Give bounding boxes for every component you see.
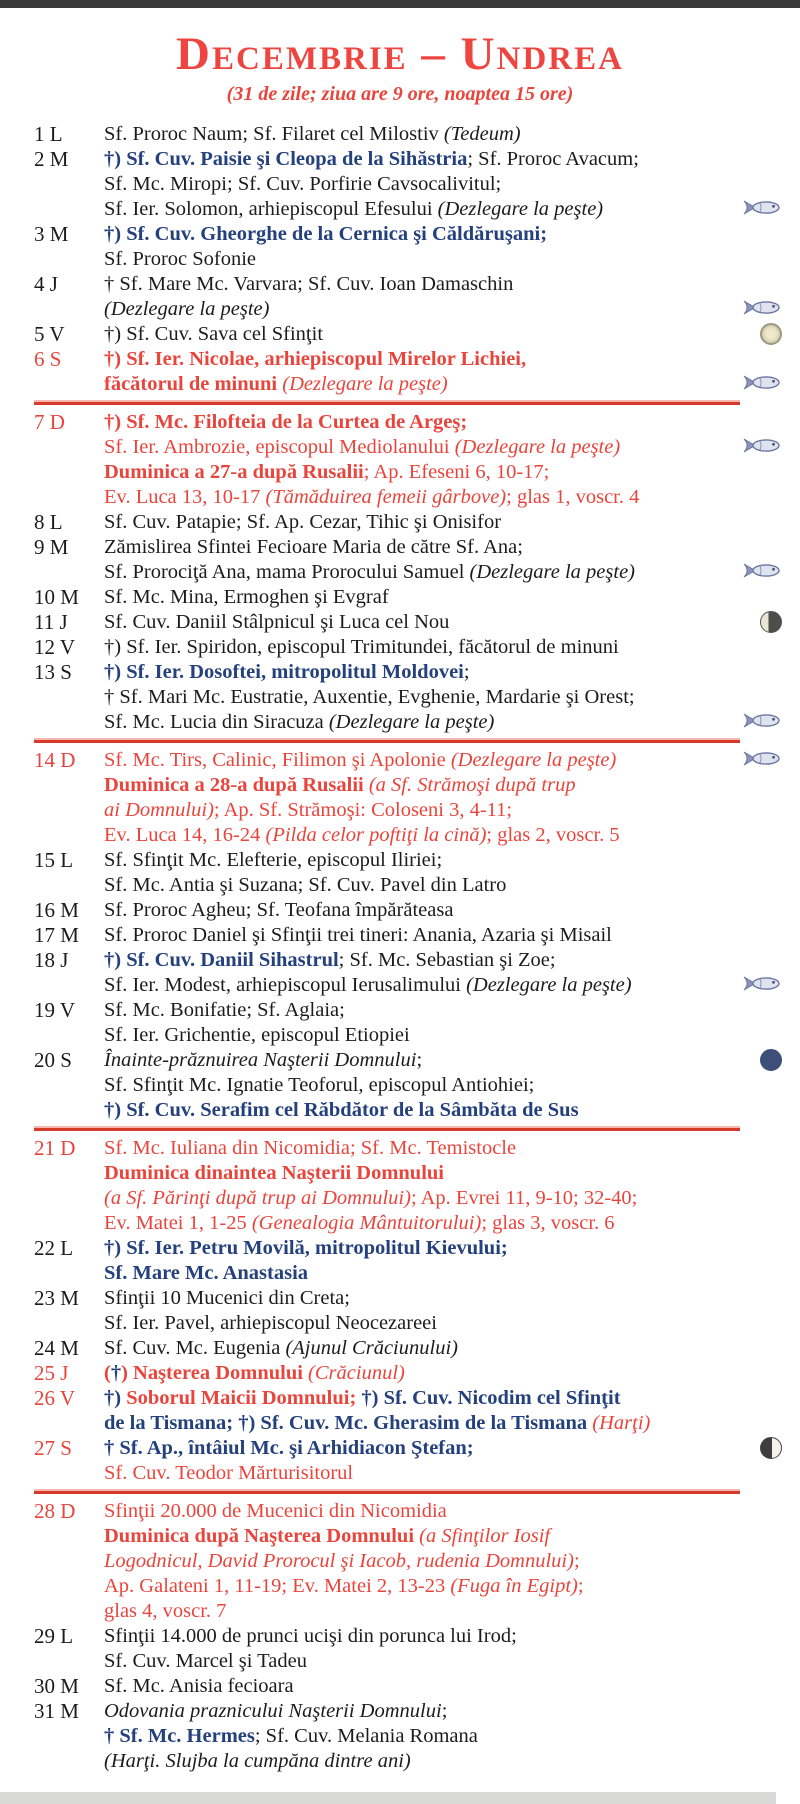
text-segment: ;: [441, 1700, 448, 1723]
text-segment: Sf. Cuv. Marcel şi Tadeu: [104, 1650, 307, 1673]
text-segment: Duminica dinaintea Naşterii Domnului: [104, 1162, 444, 1185]
text-segment: Sf. Mc. Lucia din Siracuza: [104, 711, 329, 734]
calendar-row: [34, 1236, 782, 1286]
text-segment: făcătorul de minuni: [104, 373, 283, 396]
day-entries: [104, 948, 782, 998]
entry-line: [104, 1261, 782, 1286]
day-label: 4 J: [34, 272, 58, 297]
text-segment: †) Sf. Cuv. Daniil Sihastrul: [104, 949, 339, 972]
day-entries: [104, 410, 782, 510]
text-segment: †) Sf. Ier. Spiridon, episcopul Trimitundei, făcătorul de minuni: [104, 636, 619, 659]
text-segment: Duminica după Naşterea Domnului: [104, 1525, 420, 1548]
text-segment: Sf. Mc. Antia şi Suzana; Sf. Cuv. Pavel din Latro: [104, 874, 507, 897]
text-segment: Sf. Proroc Naum; Sf. Filaret cel Milostiv: [104, 123, 444, 146]
entry-line: [104, 1236, 782, 1261]
day-label: 29 L: [34, 1624, 74, 1649]
fish-icon: [742, 711, 782, 736]
entry-line: [104, 322, 782, 347]
text-segment: †) Sf. Cuv. Nicodim cel Sfinţit: [361, 1387, 621, 1410]
entry-line: [104, 660, 782, 685]
entry-line: [104, 1386, 782, 1411]
calendar-row: [34, 1674, 782, 1699]
text-segment: Sf. Ier. Grichentie, episcopul Etiopiei: [104, 1024, 410, 1047]
entry-line: [104, 1211, 782, 1236]
entry-line: [104, 1361, 782, 1386]
text-segment: (a Sf. Strămoşi după trup: [368, 774, 576, 797]
entry-line: [104, 560, 782, 585]
day-entries: [104, 1499, 782, 1624]
day-entries: [104, 510, 782, 535]
day-entries: [104, 1436, 782, 1486]
entry-line: [104, 1624, 782, 1649]
entry-line: [104, 848, 782, 873]
entry-line: [104, 410, 782, 435]
entry-line: [104, 297, 782, 322]
text-segment: Sf. Sfinţit Mc. Elefterie, episcopul Iliriei;: [104, 849, 443, 872]
text-segment: ; Ap. Evrei 11, 9-10; 32-40;: [410, 1187, 638, 1210]
day-entries: [104, 898, 782, 923]
entry-line: [104, 1136, 782, 1161]
text-segment: (Dezlegare la peşte): [328, 711, 495, 734]
week-separator: [34, 1491, 740, 1494]
text-segment: †: [110, 1362, 122, 1385]
text-segment: (Fuga în Egipt): [450, 1575, 578, 1598]
text-segment: (Crăciunul): [308, 1362, 405, 1385]
day-entries: [104, 1286, 782, 1336]
fish-icon: [742, 436, 782, 461]
text-segment: †) Sf. Ier. Dosoftei, mitropolitul Moldovei: [104, 661, 464, 684]
day-label: 11 J: [34, 610, 68, 635]
entry-line: [104, 222, 782, 247]
day-entries: [104, 1361, 782, 1386]
text-segment: Sf. Mc. Miropi; Sf. Cuv. Porfirie Cavsocalivitul;: [104, 173, 502, 196]
week-separator: [34, 1128, 740, 1131]
day-label: 3 M: [34, 222, 69, 247]
text-segment: Sf. Prorociţă Ana, mama Prorocului Samuel: [104, 561, 470, 584]
calendar-row: [34, 848, 782, 898]
text-segment: ; glas 3, voscr. 6: [481, 1212, 615, 1235]
week-separator: [34, 402, 740, 405]
entry-line: [104, 1549, 782, 1574]
entry-line: [104, 435, 782, 460]
text-segment: Sf. Cuv. Daniil Stâlpnicul şi Luca cel Nou: [104, 611, 450, 634]
day-label: 15 L: [34, 848, 74, 873]
text-segment: ; Sf. Mc. Sebastian şi Zoe;: [338, 949, 556, 972]
entry-line: [104, 798, 782, 823]
text-segment: Logodnicul, David Prorocul şi Iacob, rudenia Domnului): [104, 1550, 574, 1573]
text-segment: de la Tismana; †) Sf. Cuv. Mc. Gherasim de la Tismana: [104, 1412, 593, 1435]
text-segment: Sf. Cuv. Mc. Eugenia: [104, 1337, 286, 1360]
day-entries: [104, 272, 782, 322]
text-segment: (Genealogia Mântuitorului): [251, 1212, 482, 1235]
text-segment: †) Sf. Cuv. Paisie şi Cleopa de la Sihăstria: [104, 148, 468, 171]
text-segment: Sfinţii 20.000 de Mucenici din Nicomidia: [104, 1500, 447, 1523]
entry-line: [104, 1699, 782, 1724]
text-segment: (Dezlegare la peşte): [450, 749, 617, 772]
day-entries: [104, 1048, 782, 1123]
calendar-row: [34, 1136, 782, 1236]
calendar-row: [34, 535, 782, 585]
text-segment: ; Sf. Proroc Avacum;: [467, 148, 639, 171]
text-segment: Duminica a 28-a după Rusalii: [104, 774, 369, 797]
text-segment: Sf. Proroc Daniel şi Sfinţii trei tineri: Anania, Azaria şi Misail: [104, 924, 612, 947]
calendar-row: [34, 998, 782, 1048]
text-segment: (Dezlegare la peşte): [466, 974, 632, 997]
day-entries: [104, 535, 782, 585]
entry-line: [104, 1336, 782, 1361]
calendar-row: [34, 147, 782, 222]
day-label: 23 M: [34, 1286, 79, 1311]
text-segment: ;: [573, 1550, 580, 1573]
text-segment: Ev. Luca 14, 16-24: [104, 824, 266, 847]
entry-line: [104, 1574, 782, 1599]
text-segment: (Dezlegare la peşte): [282, 373, 448, 396]
calendar-row: [34, 1699, 782, 1774]
calendar-row: [34, 610, 782, 635]
day-label: 16 M: [34, 898, 79, 923]
text-segment: (Dezlegare la peşte): [437, 198, 604, 221]
text-segment: Sf. Mare Mc. Anastasia: [104, 1262, 309, 1285]
text-segment: Înainte-prăznuirea Naşterii Domnului: [104, 1049, 417, 1072]
calendar-row: [34, 1624, 782, 1674]
day-entries: [104, 1236, 782, 1286]
day-label: 12 V: [34, 635, 76, 660]
day-label: 14 D: [34, 748, 76, 773]
fish-icon: [742, 298, 782, 323]
entry-line: [104, 1524, 782, 1549]
day-label: 28 D: [34, 1499, 76, 1524]
calendar-row: [34, 948, 782, 998]
day-entries: [104, 748, 782, 848]
calendar-row: [34, 1336, 782, 1361]
calendar-row: [34, 222, 782, 272]
text-segment: Ev. Luca 13, 10-17: [104, 486, 266, 509]
calendar-row: [34, 1361, 782, 1386]
day-label: 13 S: [34, 660, 72, 685]
entry-line: [104, 197, 782, 222]
day-entries: [104, 635, 782, 660]
text-segment: ; Sf. Cuv. Melania Romana: [254, 1725, 478, 1748]
entry-line: [104, 1098, 782, 1123]
entry-line: [104, 1724, 782, 1749]
entry-line: [104, 635, 782, 660]
text-segment: (Pilda celor poftiţi la cină): [265, 824, 487, 847]
text-segment: † Sf. Mari Mc. Eustratie, Auxentie, Evghenie, Mardarie şi Orest;: [104, 686, 635, 709]
day-entries: [104, 848, 782, 898]
text-segment: ;: [416, 1049, 423, 1072]
text-segment: †) Sf. Cuv. Gheorghe de la Cernica şi Căldăruşani;: [104, 223, 548, 246]
entry-line: [104, 247, 782, 272]
text-segment: Ev. Matei 1, 1-25: [104, 1212, 252, 1235]
day-label: 27 S: [34, 1436, 72, 1461]
calendar-row: [34, 410, 782, 510]
entry-line: [104, 485, 782, 510]
calendar-row: [34, 898, 782, 923]
day-entries: [104, 1699, 782, 1774]
text-segment: ;: [463, 661, 470, 684]
text-segment: Sf. Mc. Anisia fecioara: [104, 1675, 294, 1698]
day-entries: [104, 660, 782, 735]
text-segment: Soborul Maicii Domnului;: [126, 1387, 362, 1410]
calendar-row: [34, 1499, 782, 1624]
day-label: 10 M: [34, 585, 79, 610]
entry-line: [104, 122, 782, 147]
scan-edge-top: [0, 0, 800, 8]
day-entries: [104, 122, 782, 147]
text-segment: Sf. Cuv. Teodor Mărturisitorul: [104, 1462, 354, 1485]
text-segment: glas 4, voscr. 7: [104, 1600, 227, 1623]
calendar-row: [34, 272, 782, 322]
calendar-row: [34, 322, 782, 347]
calendar-row: [34, 748, 782, 848]
day-entries: [104, 1336, 782, 1361]
full-moon-icon: [760, 323, 782, 345]
entry-line: [104, 998, 782, 1023]
calendar-row: [34, 1048, 782, 1123]
day-label: 5 V: [34, 322, 65, 347]
day-label: 22 L: [34, 1236, 74, 1261]
entry-line: [104, 510, 782, 535]
text-segment: Sf. Proroc Sofonie: [104, 248, 257, 271]
first-quarter-moon-icon: [760, 1437, 782, 1459]
text-segment: (Dezlegare la peşte): [104, 298, 270, 321]
text-segment: (Dezlegare la peşte): [454, 436, 621, 459]
day-label: 8 L: [34, 510, 63, 535]
entry-line: [104, 610, 782, 635]
text-segment: Sf. Cuv. Patapie; Sf. Ap. Cezar, Tihic şi Onisifor: [104, 511, 502, 534]
text-segment: ;: [577, 1575, 584, 1598]
fish-icon: [742, 198, 782, 223]
calendar-row: [34, 1436, 782, 1486]
text-segment: (Dezlegare la peşte): [469, 561, 635, 584]
text-segment: Sf. Ier. Pavel, arhiepiscopul Neocezareei: [104, 1312, 437, 1335]
day-label: 9 M: [34, 535, 69, 560]
text-segment: ; glas 1, voscr. 4: [506, 486, 640, 509]
calendar-row: [34, 1386, 782, 1436]
text-segment: † Sf. Ap., întâiul Mc. şi Arhidiacon Ştefan;: [104, 1437, 474, 1460]
entry-line: [104, 1311, 782, 1336]
text-segment: ; Ap. Sf. Strămoşi: Coloseni 3, 4-11;: [213, 799, 513, 822]
entry-line: [104, 1023, 782, 1048]
week-separator: [34, 740, 740, 743]
day-label: 1 L: [34, 122, 63, 147]
day-label: 18 J: [34, 948, 69, 973]
day-entries: [104, 998, 782, 1048]
text-segment: ) Naşterea Domnului: [121, 1362, 309, 1385]
entry-line: [104, 685, 782, 710]
entry-line: [104, 1411, 782, 1436]
last-quarter-moon-icon: [760, 611, 782, 633]
entry-line: [104, 1073, 782, 1098]
entry-line: [104, 172, 782, 197]
page-subtitle: (31 de zile; ziua are 9 ore, noaptea 15 ore): [226, 83, 574, 106]
text-segment: Duminica a 27-a după Rusalii: [104, 461, 364, 484]
text-segment: ; glas 2, voscr. 5: [486, 824, 620, 847]
text-segment: (Ajunul Crăciunului): [285, 1337, 458, 1360]
scan-edge-bottom: [0, 1792, 776, 1804]
text-segment: †) Sf. Cuv. Sava cel Sfinţit: [104, 323, 324, 346]
day-label: 31 M: [34, 1699, 79, 1724]
entry-line: [104, 347, 782, 372]
text-segment: † Sf. Mc. Hermes: [104, 1725, 255, 1748]
entry-line: [104, 1436, 782, 1461]
entry-line: [104, 898, 782, 923]
entry-line: [104, 1499, 782, 1524]
text-segment: Odovania praznicului Naşterii Domnului: [104, 1700, 442, 1723]
day-label: 17 M: [34, 923, 79, 948]
fish-icon: [742, 561, 782, 586]
text-segment: †): [104, 1387, 127, 1410]
day-label: 24 M: [34, 1336, 79, 1361]
calendar-row: [34, 1286, 782, 1336]
entry-line: [104, 1186, 782, 1211]
text-segment: Sf. Ier. Modest, arhiepiscopul Ierusalimului: [104, 974, 467, 997]
text-segment: (Harţi): [592, 1412, 651, 1435]
day-label: 6 S: [34, 347, 62, 372]
entry-line: [104, 585, 782, 610]
text-segment: ai Domnului): [104, 799, 214, 822]
calendar-row: [34, 660, 782, 735]
calendar-rows: [0, 122, 800, 1774]
day-label: 30 M: [34, 1674, 79, 1699]
text-segment: †) Sf. Ier. Nicolae, arhiepiscopul Mirelor Lichiei,: [104, 348, 527, 371]
text-segment: Sf. Sfinţit Mc. Ignatie Teoforul, episcopul Antiohiei;: [104, 1074, 535, 1097]
text-segment: Sfinţii 14.000 de prunci ucişi din porunca lui Irod;: [104, 1625, 517, 1648]
text-segment: ; Ap. Efeseni 6, 10-17;: [363, 461, 550, 484]
entry-line: [104, 535, 782, 560]
entry-line: [104, 1048, 782, 1073]
entry-line: [104, 147, 782, 172]
entry-line: [104, 773, 782, 798]
text-segment: (a Sf. Părinţi după trup ai Domnului): [104, 1187, 411, 1210]
entry-line: [104, 748, 782, 773]
entry-line: [104, 948, 782, 973]
entry-line: [104, 1674, 782, 1699]
text-segment: Sf. Mc. Tirs, Calinic, Filimon şi Apolonie: [104, 749, 451, 772]
text-segment: (Tedeum): [443, 123, 521, 146]
entry-line: [104, 823, 782, 848]
day-entries: [104, 347, 782, 397]
entry-line: [104, 272, 782, 297]
text-segment: (: [104, 1362, 111, 1385]
entry-line: [104, 923, 782, 948]
day-entries: [104, 1674, 782, 1699]
text-segment: (Harţi. Slujba la cumpăna dintre ani): [104, 1750, 411, 1773]
day-entries: [104, 923, 782, 948]
entry-line: [104, 710, 782, 735]
entry-line: [104, 460, 782, 485]
entry-line: [104, 1649, 782, 1674]
fish-icon: [742, 749, 782, 774]
text-segment: Sfinţii 10 Mucenici din Creta;: [104, 1287, 350, 1310]
text-segment: Sf. Mc. Bonifatie; Sf. Aglaia;: [104, 999, 345, 1022]
entry-line: [104, 372, 782, 397]
text-segment: Sf. Proroc Agheu; Sf. Teofana împărăteasa: [104, 899, 454, 922]
calendar-row: [34, 923, 782, 948]
text-segment: Sf. Ier. Ambrozie, episcopul Mediolanului: [104, 436, 455, 459]
entry-line: [104, 1286, 782, 1311]
day-entries: [104, 222, 782, 272]
text-segment: †) Sf. Mc. Filofteia de la Curtea de Argeş;: [104, 411, 468, 434]
day-entries: [104, 147, 782, 222]
text-segment: † Sf. Mare Mc. Varvara; Sf. Cuv. Ioan Damaschin: [104, 273, 514, 296]
day-entries: [104, 610, 782, 635]
calendar-row: [34, 510, 782, 535]
day-entries: [104, 585, 782, 610]
day-entries: [104, 1136, 782, 1236]
fish-icon: [742, 373, 782, 398]
calendar-row: [34, 585, 782, 610]
text-segment: Sf. Mc. Mina, Ermoghen şi Evgraf: [104, 586, 389, 609]
text-segment: Zămislirea Sfintei Fecioare Maria de către Sf. Ana;: [104, 536, 523, 559]
entry-line: [104, 1749, 782, 1774]
new-moon-icon: [760, 1049, 782, 1071]
calendar-row: [34, 635, 782, 660]
text-segment: †) Sf. Ier. Petru Movilă, mitropolitul Kievului;: [104, 1237, 508, 1260]
entry-line: [104, 1161, 782, 1186]
day-entries: [104, 322, 782, 347]
entry-line: [104, 1599, 782, 1624]
day-label: 19 V: [34, 998, 76, 1023]
day-label: 21 D: [34, 1136, 76, 1161]
day-label: 7 D: [34, 410, 65, 435]
text-segment: †) Sf. Cuv. Serafim cel Răbdător de la Sâmbăta de Sus: [104, 1099, 579, 1122]
day-label: 26 V: [34, 1386, 76, 1411]
fish-icon: [742, 974, 782, 999]
day-label: 2 M: [34, 147, 69, 172]
text-segment: Sf. Ier. Solomon, arhiepiscopul Efesului: [104, 198, 438, 221]
calendar-row: [34, 122, 782, 147]
entry-line: [104, 1461, 782, 1486]
entry-line: [104, 973, 782, 998]
entry-line: [104, 873, 782, 898]
text-segment: Ap. Galateni 1, 11-19; Ev. Matei 2, 13-23: [104, 1575, 451, 1598]
page-title: Decembrie – Undrea: [176, 28, 624, 80]
day-label: 20 S: [34, 1048, 72, 1073]
calendar-row: [34, 347, 782, 397]
day-label: 25 J: [34, 1361, 69, 1386]
text-segment: (Tămăduirea femeii gârbove): [265, 486, 507, 509]
text-segment: Sf. Mc. Iuliana din Nicomidia; Sf. Mc. Temistocle: [104, 1137, 517, 1160]
text-segment: (a Sfinţilor Iosif: [419, 1525, 551, 1548]
day-entries: [104, 1624, 782, 1674]
day-entries: [104, 1386, 782, 1436]
